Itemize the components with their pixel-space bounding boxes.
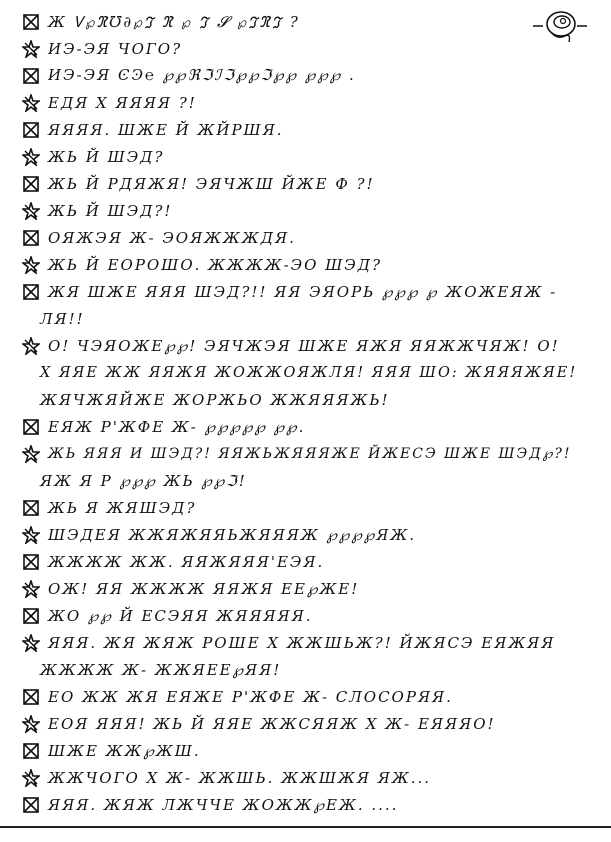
line-text: ЖЖЖЖ ЖЖ. ЯЯЖЯЯЯ'ЕЭЯ. xyxy=(48,552,325,571)
text-line xyxy=(22,35,582,62)
cross-box-icon xyxy=(22,13,40,31)
text-line xyxy=(22,143,582,170)
star-box-icon xyxy=(22,769,40,787)
line-text: ЖЬ Й ШЭД? xyxy=(48,147,165,166)
line-text: ОЖ! ЯЯ ЖЖЖЖ ЯЯЖЯ ЕЕ℘ЖЕ! xyxy=(48,579,360,598)
line-text: ЯЯЯЯ. ШЖЕ Й ЖЙРШЯ. xyxy=(48,120,284,139)
text-line xyxy=(22,386,582,413)
line-text: ЖЬ Й ЕОРОШО. ЖЖЖЖ-ЭО ШЭД? xyxy=(48,255,383,274)
line-text: Х ЯЯЕ ЖЖ ЯЯЖЯ ЖОЖЖОЯЖЛЯ! ЯЯЯ ШО: ЖЯЯЯЖЯЕ! xyxy=(40,364,578,381)
star-box-icon xyxy=(22,94,40,112)
line-text: ЖЖЧОГО Х Ж- ЖЖШЬ. ЖЖШЖЯ ЯЖ... xyxy=(48,768,432,787)
line-text: ЯЯЯ. ЖЯЖ ЛЖЧЧЕ ЖОЖЖ℘ЕЖ. .... xyxy=(48,795,399,814)
star-box-icon xyxy=(22,148,40,166)
text-line xyxy=(22,602,582,629)
text-line xyxy=(22,575,582,602)
text-line xyxy=(22,359,582,386)
line-text: ЖО ℘℘ Й ЕСЭЯЯ ЖЯЯЯЯЯ. xyxy=(48,606,313,625)
line-text: ЖЖЖЖ Ж- ЖЖЯЕЕ℘ЯЯ! xyxy=(40,660,282,679)
cross-box-icon xyxy=(22,607,40,625)
line-text: ИЭ-ЭЯ ЧОГО? xyxy=(48,39,183,58)
text-line xyxy=(22,224,582,251)
line-text: ШЭДЕЯ ЖЖЯЖЯЯЬЖЯЯЯЖ ℘℘℘℘ЯЖ. xyxy=(48,525,417,544)
text-line xyxy=(22,440,582,467)
text-line xyxy=(22,305,582,332)
text-line xyxy=(22,764,582,791)
cross-box-icon xyxy=(22,67,40,85)
text-line xyxy=(22,89,582,116)
text-line xyxy=(22,332,582,359)
line-text: ОЯЖЭЯ Ж- ЭОЯЖЖЖДЯ. xyxy=(48,228,296,247)
cross-box-icon xyxy=(22,796,40,814)
text-line xyxy=(22,710,582,737)
text-line xyxy=(22,791,582,818)
line-text: ЕДЯ Х ЯЯЯЯ ?! xyxy=(48,93,197,112)
text-line xyxy=(22,116,582,143)
star-box-icon xyxy=(22,337,40,355)
line-text: ЖЯЧЖЯЙЖЕ ЖОРЖЬО ЖЖЯЯЯЖЬ! xyxy=(40,390,390,409)
cross-box-icon xyxy=(22,283,40,301)
text-line xyxy=(22,251,582,278)
line-text: О! ЧЭЯОЖЕ℘℘! ЭЯЧЖЭЯ ШЖЕ ЯЖЯ ЯЯЖЖЧЯЖ! О! xyxy=(48,336,560,355)
text-line xyxy=(22,62,582,89)
line-text: ЕЯЖ Р'ЖФЕ Ж- ℘℘℘℘℘ ℘℘. xyxy=(48,417,306,436)
star-box-icon xyxy=(22,715,40,733)
star-box-icon xyxy=(22,445,40,463)
cross-box-icon xyxy=(22,688,40,706)
cross-box-icon xyxy=(22,121,40,139)
text-line xyxy=(22,683,582,710)
line-text: ШЖЕ ЖЖ℘ЖШ. xyxy=(48,741,201,760)
cross-box-icon xyxy=(22,229,40,247)
star-box-icon xyxy=(22,634,40,652)
page-bottom-rule xyxy=(0,826,611,828)
line-text: ЛЯ!! xyxy=(40,309,85,328)
star-box-icon xyxy=(22,202,40,220)
line-text: Ж Ꮩ℘ℜ℧∂℘ℑ ℜ ℘ ℑ 𝓢 ℘ℑℜℑ ? xyxy=(48,12,300,31)
text-line xyxy=(22,8,582,35)
line-text: ЖЬ Й РДЯЖЯ! ЭЯЧЖШ ЙЖЕ Ф ?! xyxy=(48,174,375,193)
text-line xyxy=(22,467,582,494)
text-line xyxy=(22,170,582,197)
line-text: ЖЯ ШЖЕ ЯЯЯ ШЭД?!! ЯЯ ЭЯОРЬ ℘℘℘ ℘ ЖОЖЕЯЖ - xyxy=(48,282,558,301)
cross-box-icon xyxy=(22,499,40,517)
line-text: ЖЬ ЯЯЯ И ШЭД?! ЯЯЖЬЖЯЯЯЖЕ ЙЖЕСЭ ШЖЕ ШЭД℘?! xyxy=(48,445,572,462)
line-text: ИЭ-ЭЯ ϾϿ℮ ℘℘ℜℑℐℑ℘℘ℑ℘℘ ℘℘℘ . xyxy=(48,66,356,84)
text-line xyxy=(22,548,582,575)
text-line xyxy=(22,737,582,764)
text-line xyxy=(22,197,582,224)
line-text: ЯЯЯ. ЖЯ ЖЯЖ РОШЕ Х ЖЖШЬЖ?! ЙЖЯСЭ ЕЯЖЯЯ xyxy=(48,633,556,652)
star-box-icon xyxy=(22,256,40,274)
star-box-icon xyxy=(22,580,40,598)
line-text: ЖЬ Я ЖЯШЭД? xyxy=(48,498,197,517)
cross-box-icon xyxy=(22,175,40,193)
text-line xyxy=(22,413,582,440)
text-line xyxy=(22,278,582,305)
line-text: ЯЖ Я Р ℘℘℘ ЖЬ ℘℘ℑ! xyxy=(40,471,247,490)
cross-box-icon xyxy=(22,418,40,436)
line-text: ЖЬ Й ШЭД?! xyxy=(48,201,173,220)
text-line xyxy=(22,656,582,683)
text-line xyxy=(22,629,582,656)
cross-box-icon xyxy=(22,553,40,571)
line-text: ЕОЯ ЯЯЯ! ЖЬ Й ЯЯЕ ЖЖСЯЯЖ Х Ж- ЕЯЯЯО! xyxy=(48,714,496,733)
text-lines xyxy=(22,8,582,818)
text-line xyxy=(22,494,582,521)
line-text: ЕО ЖЖ ЖЯ ЕЯЖЕ Р'ЖФЕ Ж- СЛОСОРЯЯ. xyxy=(48,687,453,706)
cross-box-icon xyxy=(22,742,40,760)
star-box-icon xyxy=(22,40,40,58)
star-box-icon xyxy=(22,526,40,544)
text-line xyxy=(22,521,582,548)
